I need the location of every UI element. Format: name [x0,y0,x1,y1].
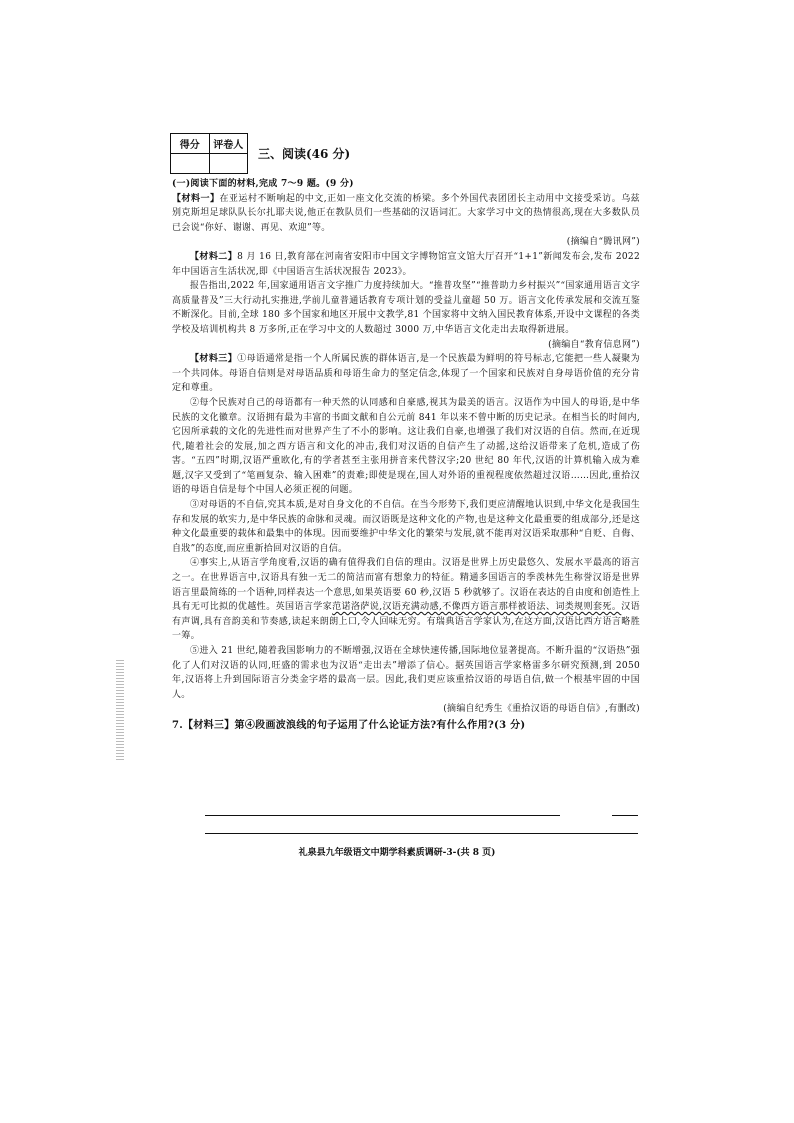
grader-cell[interactable] [209,154,248,174]
paragraph-4-text-b: 汉语有声调,具有音韵美和节奏感,读起来朗朗上口,令人回味无穷。有瑞典语言学家认为,在这方面,汉语比西方语言略胜一筹。 [172,602,640,642]
part1-intro: (一)阅读下面的材料,完成 7～9 题。(9 分) [172,179,354,189]
material2-source: (摘编自“教育信息网”) [548,339,640,350]
material1-source: (摘编自“腾讯网”) [566,237,640,248]
material3-source: (摘编自纪秀生《重拾汉语的母语自信》,有删改) [443,704,640,715]
paragraph-4-text-a: ④事实上,从语言学角度看,汉语的确有值得我们自信的理由。汉语是世界上历史最悠久、发展水平最高的语言之一。在世界语言中,汉语具有独一无二的简洁而富有想象力的特征。精通多国语言的季羡林先生称誉汉语是世界语言里最简练的一个语种,同样表达一个意思,如果英语要 60 秒,汉语 5 秒就够了。汉语在表达的自由度和创造性上具有无可比拟的优越性。英国语言学家 [172,558,641,613]
wavy-underlined-sentence: 范诺洛萨说,汉语充满动感,不像西方语言那样被语法、词类规则套死。 [332,602,622,613]
answer-line-1[interactable] [205,815,560,816]
material3-text-1: ①母语通常是指一个人所属民族的群体语言,是一个民族最为鲜明的符号标志,它能把一些人凝聚为一个共同体。母语自信则是对母语品质和母语生命力的坚定信念,体现了一个国家和民族对自身母语价值的充分肯定和尊重。 [172,354,640,394]
material2-paragraph-1 [172,250,640,279]
reading-content [172,177,640,734]
material1-paragraph [172,192,640,236]
material3-paragraph-4 [172,556,640,644]
page-footer: 礼泉县九年级语文中期学科素质调研-3-(共 8 页) [298,848,496,858]
score-table [170,133,248,174]
scan-edge-mark [116,660,124,760]
material2-tag: 【材料二】 [190,251,238,262]
material2-text-1: 8 月 16 日,教育部在河南省安阳市中国文字博物馆宣文馆大厅召开“1+1”新闻发布会,发布 2022 年中国语言生活状况,即《中国语言生活状况报告 2023》。 [172,251,640,277]
score-label: 得分 [171,134,210,154]
question-7: 7.【材料三】第④段画波浪线的句子运用了什么论证方法?有什么作用?(3 分) [172,719,526,731]
answer-line-1-end[interactable] [612,815,638,816]
score-cell[interactable] [171,154,210,174]
material3-paragraph-5: ⑤进入 21 世纪,随着我国影响力的不断增强,汉语在全球快速传播,国际地位显著提高。不断升温的“汉语热”强化了人们对汉语的认同,旺盛的需求也为汉语“走出去”增添了信心。据英国语言学家格雷多尔研究预测,到 2050 年,汉语将上升到国际语言分类金字塔的最高一层。因此,我们更应该重拾汉语的母语自信,做一个根基牢固的中国人。 [172,646,640,700]
material1-text: 在亚运村不断响起的中文,正如一座文化交流的桥梁。多个外国代表团团长主动用中文接受采访。乌兹别克斯坦足球队队长尔扎耶夫说,他正在教队员们一些基础的汉语词汇。大家学习中文的热情很高,现在大多数队员已会说“你好、谢谢、再见、欢迎”等。 [172,193,640,233]
material3-paragraph-2: ②每个民族对自己的母语都有一种天然的认同感和自豪感,视其为最美的语言。汉语作为中国人的母语,是中华民族的文化徽章。汉语拥有最为丰富的书面文献和自公元前 841 年以来不曾中断的历史记录。在相当长的时间内,它因所承载的文化的先进性而对世界产生了不小的影响。这让我们自豪,也增强了我们对汉语的自信。然而,在近现代,随着社会的发展,加之西方语言和文化的冲击,我们对汉语的自信产生了动摇,这给汉语带来了危机,造成了伤害。“五四”时期,汉语严重欧化,有的学者甚至主张用拼音来代替汉字;20 世纪 80 年代,汉语的计算机输入成为难题,汉字又受到了“笔画复杂、输入困难”的责难;即使是现在,国人对外语的重视程度依然超过汉语……因此,重拾汉语的母语自信是每个中国人必须正视的问题。 [172,397,640,496]
material3-paragraph-1 [172,352,640,396]
answer-line-2[interactable] [205,833,638,834]
material3-paragraph-3: ③对母语的不自信,究其本质,是对自身文化的不自信。在当今形势下,我们更应清醒地认识到,中华文化是我国生存和发展的软实力,是中华民族的命脉和灵魂。而汉语既是这种文化的产物,也是这种文化最重要的组成部分,还是这种文化最重要的载体和最集中的体现。因而要维护中华文化的繁荣与发展,就不能再对汉语采取那种“自贬、自侮、自戕”的态度,而应重新拾回对汉语的自信。 [172,500,640,554]
material1-tag: 【材料一】 [172,193,220,204]
grader-label: 评卷人 [209,134,248,154]
section-title: 三、阅读(46 分) [258,147,351,161]
material2-paragraph-2: 报告指出,2022 年,国家通用语言文字推广力度持续加大。“推普攻坚”“推普助力乡村振兴”“国家通用语言文字高质量普及”三大行动扎实推进,学前儿童普通话教育专项计划的受益儿童超 50 万。语言文化传承发展和交流互鉴不断深化。目前,全球 180 多个国家和地区开展中文教学,81 个国家将中文纳入国民教育体系,开设中文课程的各类学校及培训机构共 8 万多所,正在学习中文的人数超过 3000 万,中华语言文化走出去取得新进展。 [172,281,640,335]
material3-tag: 【材料三】 [190,354,238,365]
